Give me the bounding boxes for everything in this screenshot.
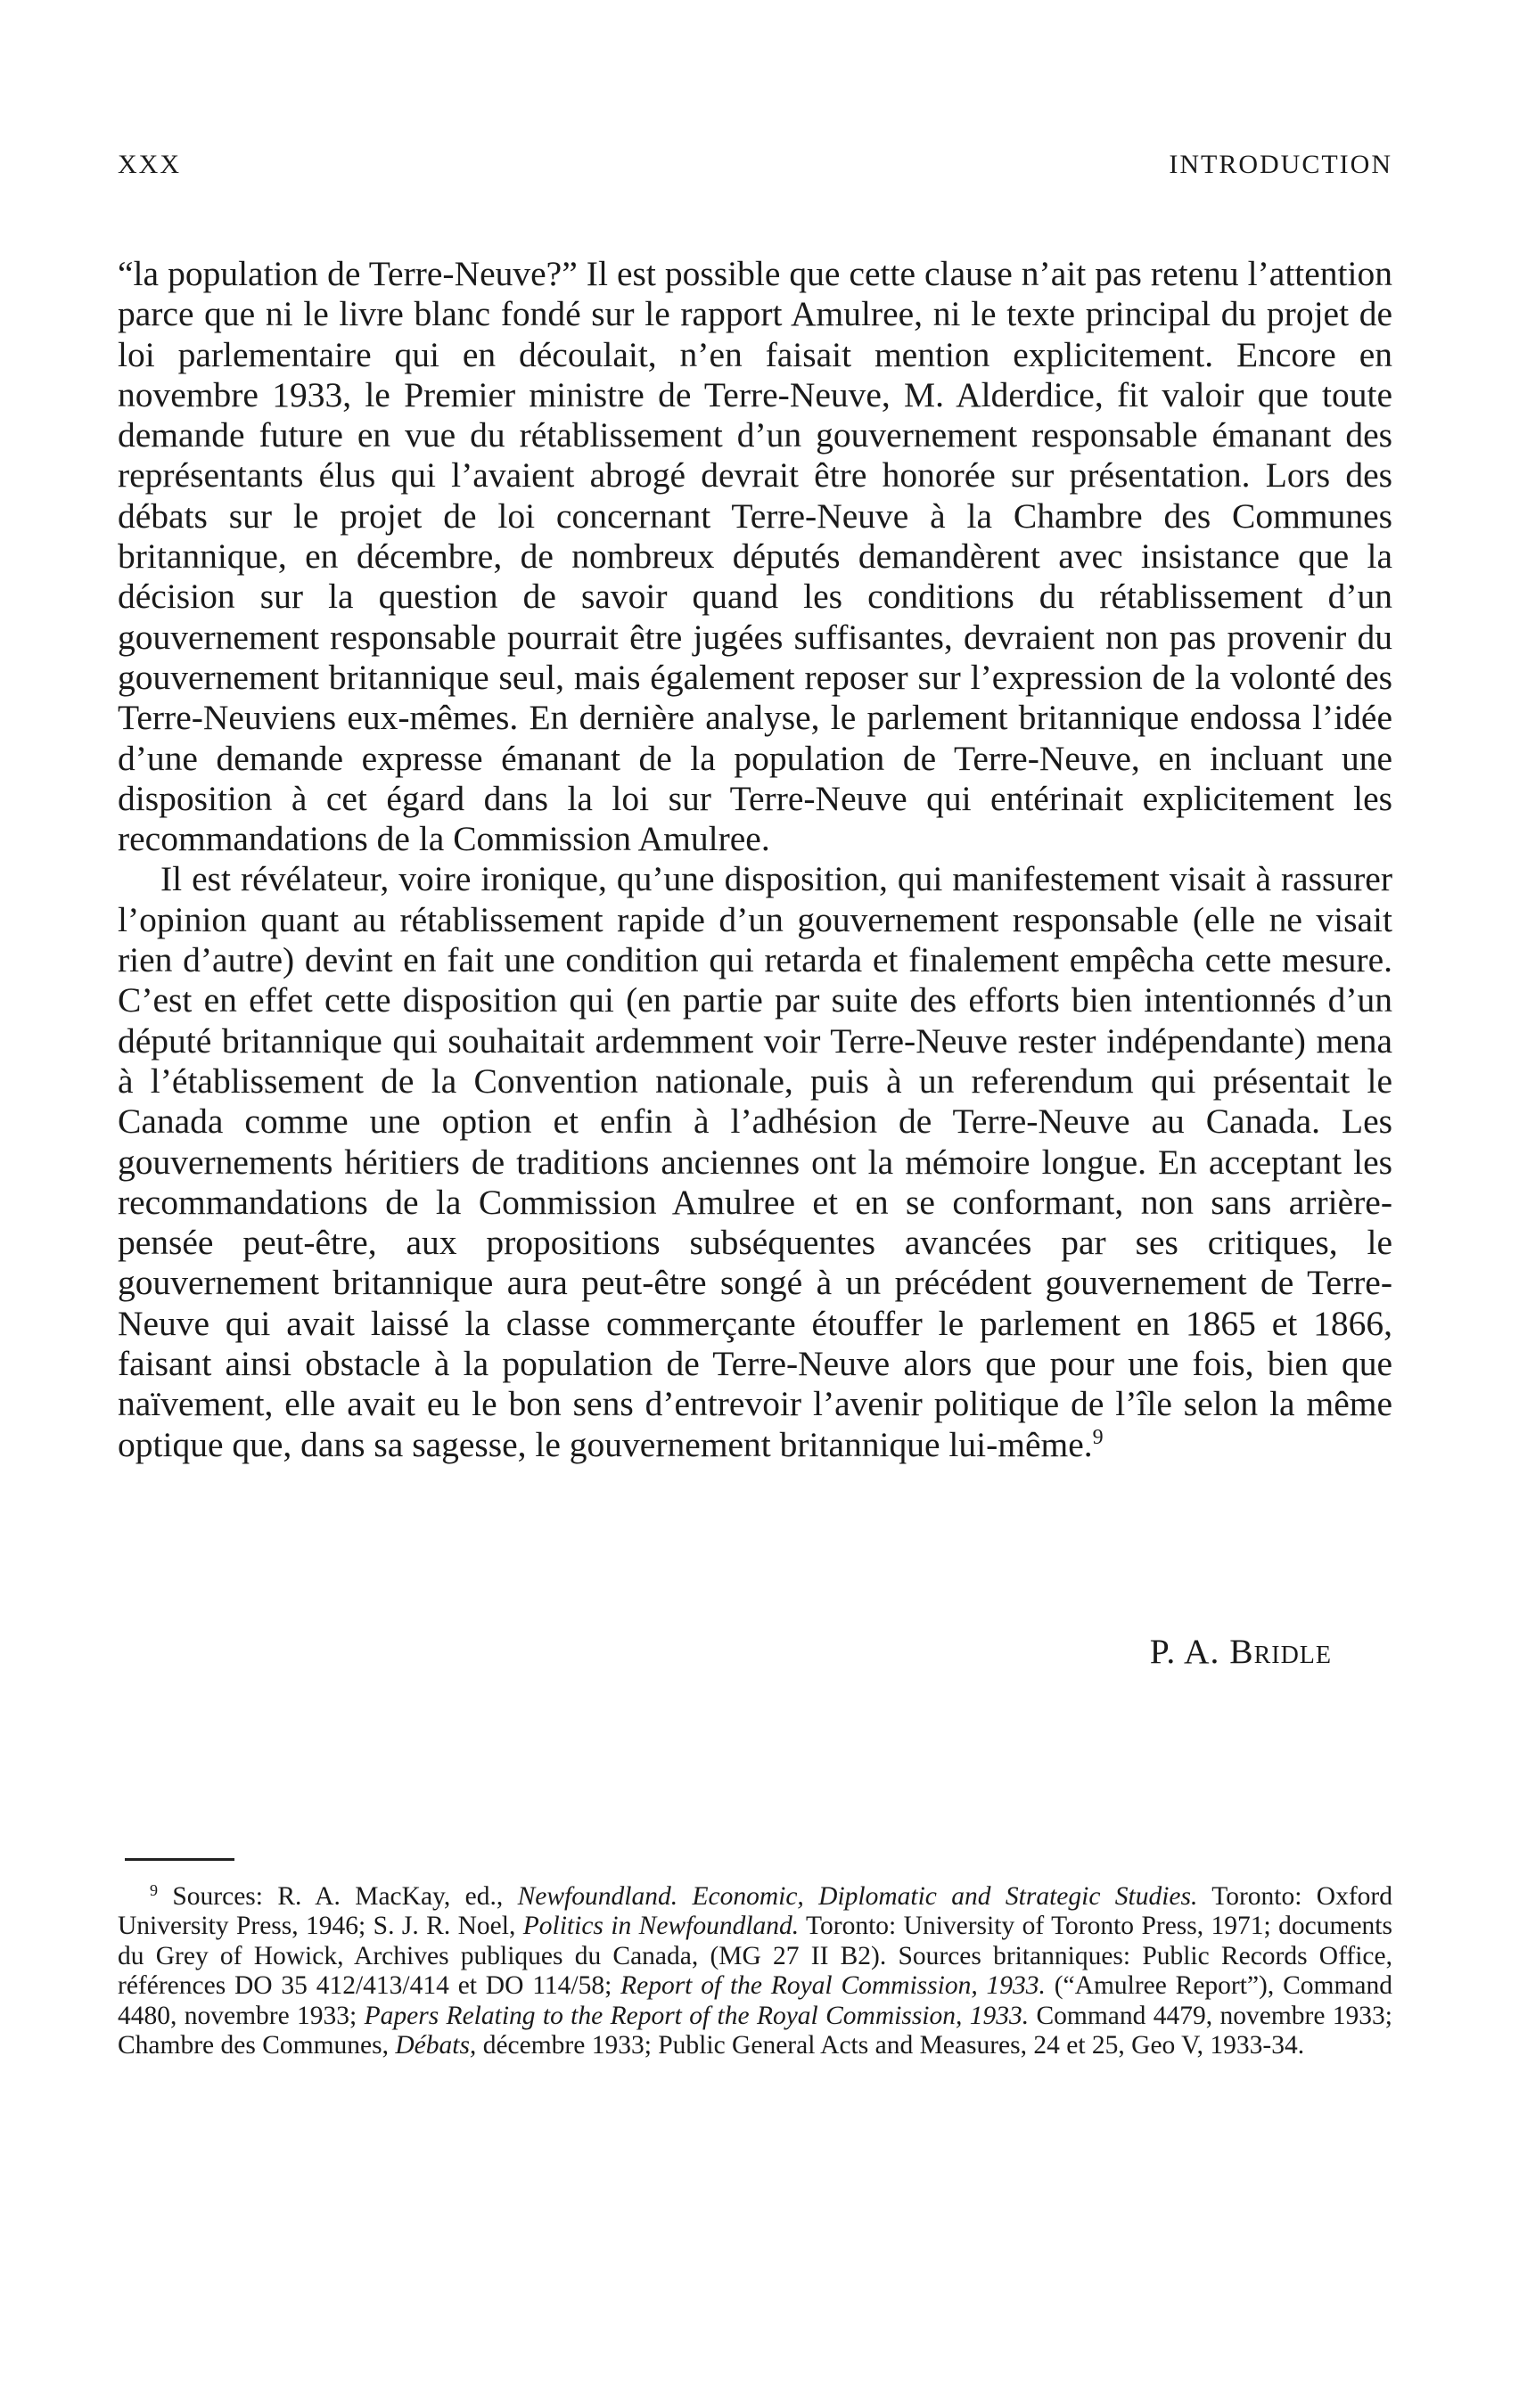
paragraph-2 bbox=[118, 859, 1392, 1464]
footnote-title: Newfoundland. Economic, Diplomatic and Strategic Studies. bbox=[517, 1882, 1198, 1911]
author-signature: P. A. Bridle bbox=[1149, 1632, 1332, 1671]
footnote-title: Papers Relating to the Report of the Royal Commission, 1933. bbox=[364, 2001, 1030, 2030]
footnote-divider bbox=[125, 1858, 234, 1861]
paragraph-2-text: Il est révélateur, voire ironique, qu’une disposition, qui manifestement visait à rassurer l’opinion quant au rétablissement rapide d’un gouvernement responsable (elle ne visait rien d’autre) devint en fait une condition qui retarda et finalement empêcha cette mesure. C’est en effet cette disposition qui (en partie par suite des efforts bien intentionnés d’un député britannique qui souhaitait ardemment voir Terre-Neuve rester indépendante) mena à l’établissement de la Convention nationale, puis à un referendum qui présentait le Canada comme une option et enfin à l’adhésion de Terre-Neuve au Canada. Les gouvernements héritiers de traditions anciennes ont la mémoire longue. En acceptant les recommandations de la Commission Amulree et en se conformant, non sans arrière-pensée peut-être, aux propositions subséquentes avancées par ses critiques, le gouvernement britannique aura peut-être songé à un précédent gouvernement de Terre-Neuve qui avait laissé la classe commerçante étouffer le parlement en 1865 et 1866, faisant ainsi obstacle à la population de Terre-Neuve alors que pour une fois, bien que naïvement, elle avait eu le bon sens d’entrevoir l’avenir politique de l’île selon la même optique que, dans sa sagesse, le gouvernement britannique lui-même. bbox=[118, 859, 1392, 1464]
footnote-title: Débats, bbox=[395, 2031, 477, 2060]
footnote bbox=[118, 1882, 1392, 2060]
page-number: XXX bbox=[118, 150, 181, 179]
running-head bbox=[118, 150, 1392, 189]
footnote-segment: Command 4479, novembre 1933; Chambre des Communes, bbox=[118, 2001, 1392, 2060]
paragraph-1: “la population de Terre-Neuve?” Il est possible que cette clause n’ait pas retenu l’attention parce que ni le livre blanc fondé sur le rapport Amulree, ni le texte principal du projet de loi parlementaire qui en découlait, n’en faisait mention explicitement. Encore en novembre 1933, le Premier ministre de Terre-Neuve, M. Alderdice, fit valoir que toute demande future en vue du rétablissement d’un gouvernement responsable émanant des représentants élus qui l’avaient abrogé devrait être honorée sur présentation. Lors des débats sur le projet de loi concernant Terre-Neuve à la Chambre des Communes britannique, en décembre, de nombreux députés demandèrent avec insistance que la décision sur la question de savoir quand les conditions du rétablissement d’un gouvernement responsable pourrait être jugées suffisantes, devraient non pas provenir du gouvernement britannique seul, mais également reposer sur l’expression de la volonté des Terre-Neuviens eux-mêmes. En dernière analyse, le parlement britannique endossa l’idée d’une demande expresse émanant de la population de Terre-Neuve, en incluant une disposition à cet égard dans la loi sur Terre-Neuve qui entérinait explicitement les recommandations de la Commission Amulree. bbox=[118, 254, 1392, 859]
footnote-title: Politics in Newfoundland. bbox=[522, 1912, 800, 1941]
footnote-title: Report of the Royal Commission, 1933. bbox=[620, 1971, 1046, 2001]
footnote-text bbox=[118, 1882, 1392, 2060]
footnote-segment: Toronto: Oxford University Press, 1946; S. J. R. Noel, bbox=[118, 1882, 1392, 1941]
footnote-segment: Toronto: University of Toronto Press, 1971; documents du Grey of Howick, Archives publiques du Canada, (MG 27 II B2). Sources britanniques: Public Records Office, références DO 35 412/413/414 et DO 114/58; bbox=[118, 1912, 1392, 2001]
footnote-segment: décembre 1933; Public General Acts and Measures, 24 et 25, Geo V, 1933-34. bbox=[476, 2031, 1305, 2060]
footnote-segment: (“Amulree Report”), Command 4480, novembre 1933; bbox=[118, 1971, 1392, 2030]
body-text bbox=[118, 254, 1392, 1465]
footnote-body bbox=[118, 1882, 1392, 2060]
section-title: INTRODUCTION bbox=[1169, 150, 1392, 179]
footnote-segment: Sources: R. A. MacKay, ed., bbox=[172, 1882, 518, 1911]
footnote-marker: 9 bbox=[150, 1881, 158, 1899]
footnote-reference[interactable]: 9 bbox=[1092, 1425, 1104, 1449]
